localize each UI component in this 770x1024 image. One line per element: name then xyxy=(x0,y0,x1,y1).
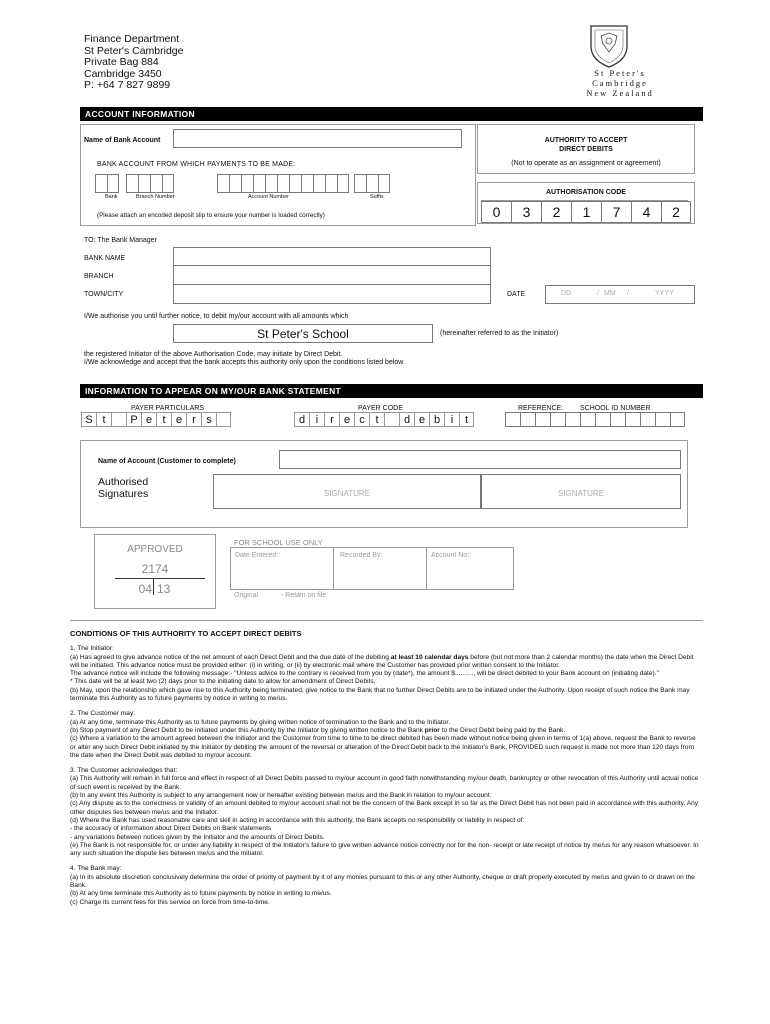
signature-field-2[interactable]: SIGNATURE xyxy=(481,474,681,509)
school-name: St Peter's Cambridge New Zealand xyxy=(586,68,654,98)
date-mm: MM xyxy=(604,290,616,297)
branch-label: BRANCH xyxy=(84,273,114,280)
date-dd: DD xyxy=(561,290,572,297)
address-line: Private Bag 884 xyxy=(84,56,159,69)
authorise-line-2: I/We acknowledge and accept that the bank accepts this authority only upon the conditions listed below. xyxy=(84,359,405,366)
payer-particulars-label: PAYER PARTICULARS xyxy=(131,405,205,412)
retain-label: - Retain on file xyxy=(281,592,327,599)
bank-label: Bank xyxy=(105,194,118,200)
code-digit: 4 xyxy=(631,201,661,223)
authorise-line-1: the registered Initiator of the above Authorisation Code, may initiate by Direct Debit. xyxy=(84,351,343,358)
original-label: Original xyxy=(234,592,259,599)
authority-title: AUTHORITY TO ACCEPT DIRECT DEBITS xyxy=(544,137,628,153)
authorise-intro: I/We authorise you until further notice, to debit my/our account with all amounts which xyxy=(84,313,349,320)
date-sep: / xyxy=(627,290,629,297)
bank-account-from-label: BANK ACCOUNT FROM WHICH PAYMENTS TO BE MADE: xyxy=(97,161,296,168)
approved-date-right: 13 xyxy=(157,582,171,596)
address-line: Cambridge 3450 xyxy=(84,67,162,80)
code-digit: 3 xyxy=(511,201,541,223)
code-digit: 0 xyxy=(481,201,511,223)
payer-code-boxes: d i r e c t d e b i t xyxy=(294,412,474,427)
conditions-text: CONDITIONS OF THIS AUTHORITY TO ACCEPT DIRECT DEBITS 1. The Initiator: (a) Has agreed to give advance notice of the net amount of each Direct Debit and the due date of the debiting at least 10 calendar days before (but not more than 2 calendar months) the date when the Direct Debit will be initiated. This advance notice must be provided either: (i) in writing; or (ii) by electronic mail where the Customer has provided prior written consent to the Initiator. The advance notice will include the following message:- "Unless advice to the contrary is received from you by (date*), the amount $.........., will be direct debited to your Bank account on (initiating date)." * This date will be at least two (2) days prior to the initiating date to allow for amendment of Direct Debits. (b) May, upon the relationship which gave rise to this Authority being terminated, give notice to the Bank that no further Direct Debits are to be initiated under the Authority. Upon receipt of such notice the Bank may terminate this Authority as to future payments by notice in writing to me/us. 2. The Customer may: (a) At any time, terminate this Authority as to future payments by giving written notice of termination to the Bank and to the Initiator. (b) Stop payment of any Direct Debit to be initiated under this Authority by the Initiator by giving written notice to the Bank prior to the Direct Debit being paid by the Bank. (c) Where a variation to the amount agreed between the Initiator and the Customer from time to time to be direct debited has been made without notice being given in terms of 1(a) above, request the Bank to reverse or alter any such Direct Debit initiated by the Initiator by debiting the amount of the reversal or alteration of the Direct Debit back to the Initiator's Bank, PROVIDED such request is made not more than 120 days from the date when the Direct Debit was debited to my/our account. 3. The Customer acknowledges that: (a) This Authority will remain in full force and effect in respect of all Direct Debits passed to my/our account in good faith notwithstanding my/our death, bankruptcy or other revocation of this Authority until actual notice of such event is received by the Bank. (b) In any event this Authority is subject to any arrangement now or hereafter existing between me/us and the Bank in relation to my/our account. (c) Any dispute as to the correctness or validity of an amount debited to my/our account shall not be the concern of the Bank except in so far as the Direct Debit has not been paid in accordance with this authority. Any other disputes lies between me/us and the Initiator. (d) Where the Bank has used reasonable care and skill in acting in accordance with this authority, the Bank accepts no responsibility or liability in respect of: - the accuracy of information about Direct Debits on Bank statements - any variations between notices given by the Initiator and the amounts of Direct Debits. (e) The Bank is not responsible for, or under any liability in respect of the Initiator's failure to give written advance notice correctly nor for the non- receipt or late receipt of notice by me/us for any reason whatsoever. In any such situation the dispute lies between me/us and the Initiator. 4. The Bank may: (a) In its absolute discretion conclusively determine the order of priority of payment by it of any monies pursuant to this or any other Authority, cheque or draft properly executed by me/us and given to or drawn on the Bank. (b) At any time terminate this Authority as to future payments by notice in writing to me/us. (c) Charge its current fees for this service on force from time-to-time. xyxy=(70,630,703,907)
school-id-label: SCHOOL ID NUMBER xyxy=(580,405,651,412)
authorisation-code-title: AUTHORISATION CODE xyxy=(546,189,626,196)
date-yyyy: YYYY xyxy=(655,290,674,297)
recorded-by-box: Recorded By: xyxy=(334,547,427,590)
initiator-name-field: St Peter's School xyxy=(173,324,433,343)
code-digit: 2 xyxy=(541,201,571,223)
bank-name-input[interactable] xyxy=(173,247,491,266)
branch-number-label: Branch Number xyxy=(136,194,175,200)
branch-input[interactable] xyxy=(173,266,491,285)
authorisation-code-digits xyxy=(481,201,691,223)
town-city-label: TOWN/CITY xyxy=(84,291,124,298)
branch-number-boxes[interactable] xyxy=(126,174,174,193)
conditions-title: CONDITIONS OF THIS AUTHORITY TO ACCEPT DIRECT DEBITS xyxy=(70,629,302,638)
school-crest-icon xyxy=(587,22,631,68)
approved-date-left: 04 xyxy=(138,582,152,596)
date-entered-box: Date Entered:: xyxy=(230,547,334,590)
town-city-input[interactable] xyxy=(173,285,491,304)
name-of-account-input[interactable] xyxy=(279,450,681,469)
payer-code-label: PAYER CODE xyxy=(358,405,403,412)
account-info-bar: ACCOUNT INFORMATION xyxy=(80,107,703,121)
bank-account-name-input[interactable] xyxy=(173,129,462,148)
to-bank-manager: TO: The Bank Manager xyxy=(84,237,157,244)
finance-address xyxy=(84,34,183,92)
address-line: P: +64 7 827 9899 xyxy=(84,79,171,92)
code-digit: 2 xyxy=(661,201,691,223)
account-no-box: Account No:: xyxy=(427,547,514,590)
account-number-label: Account Number xyxy=(248,194,289,200)
suffix-boxes[interactable] xyxy=(354,174,390,193)
suffix-label: Suffix xyxy=(370,194,384,200)
date-label: DATE xyxy=(507,291,526,298)
encoded-deposit-note: (Please attach an encoded deposit slip to ensure your number is loaded correctly) xyxy=(97,212,325,219)
bank-name-label: BANK NAME xyxy=(84,255,126,262)
code-digit: 7 xyxy=(601,201,631,223)
date-sep: / xyxy=(597,290,599,297)
name-of-bank-account-label: Name of Bank Account xyxy=(84,137,161,144)
authorised-signatures-label: Authorised Signatures xyxy=(98,476,149,500)
authority-subtitle: (Not to operate as an assignment or agreement) xyxy=(511,160,661,167)
initiator-note: (hereinafter referred to as the Initiator) xyxy=(440,330,559,337)
address-line: Finance Department xyxy=(84,33,180,45)
approved-number: 2174 xyxy=(141,562,169,576)
payer-particulars-boxes: S t P e t e r s xyxy=(81,412,231,427)
reference-label: REFERENCE: xyxy=(518,405,564,412)
reference-boxes[interactable] xyxy=(505,412,685,427)
approved-label: APPROVED xyxy=(127,544,183,555)
address-line: St Peter's Cambridge xyxy=(84,44,184,57)
signature-field-1[interactable]: SIGNATURE xyxy=(213,474,481,509)
statement-info-bar: INFORMATION TO APPEAR ON MY/OUR BANK STATEMENT xyxy=(80,384,703,398)
account-number-boxes[interactable] xyxy=(217,174,349,193)
name-of-account-label: Name of Account (Customer to complete) xyxy=(98,458,236,465)
bank-number-boxes[interactable] xyxy=(95,174,119,193)
school-use-title: FOR SCHOOL USE ONLY xyxy=(234,538,323,547)
code-digit: 1 xyxy=(571,201,601,223)
